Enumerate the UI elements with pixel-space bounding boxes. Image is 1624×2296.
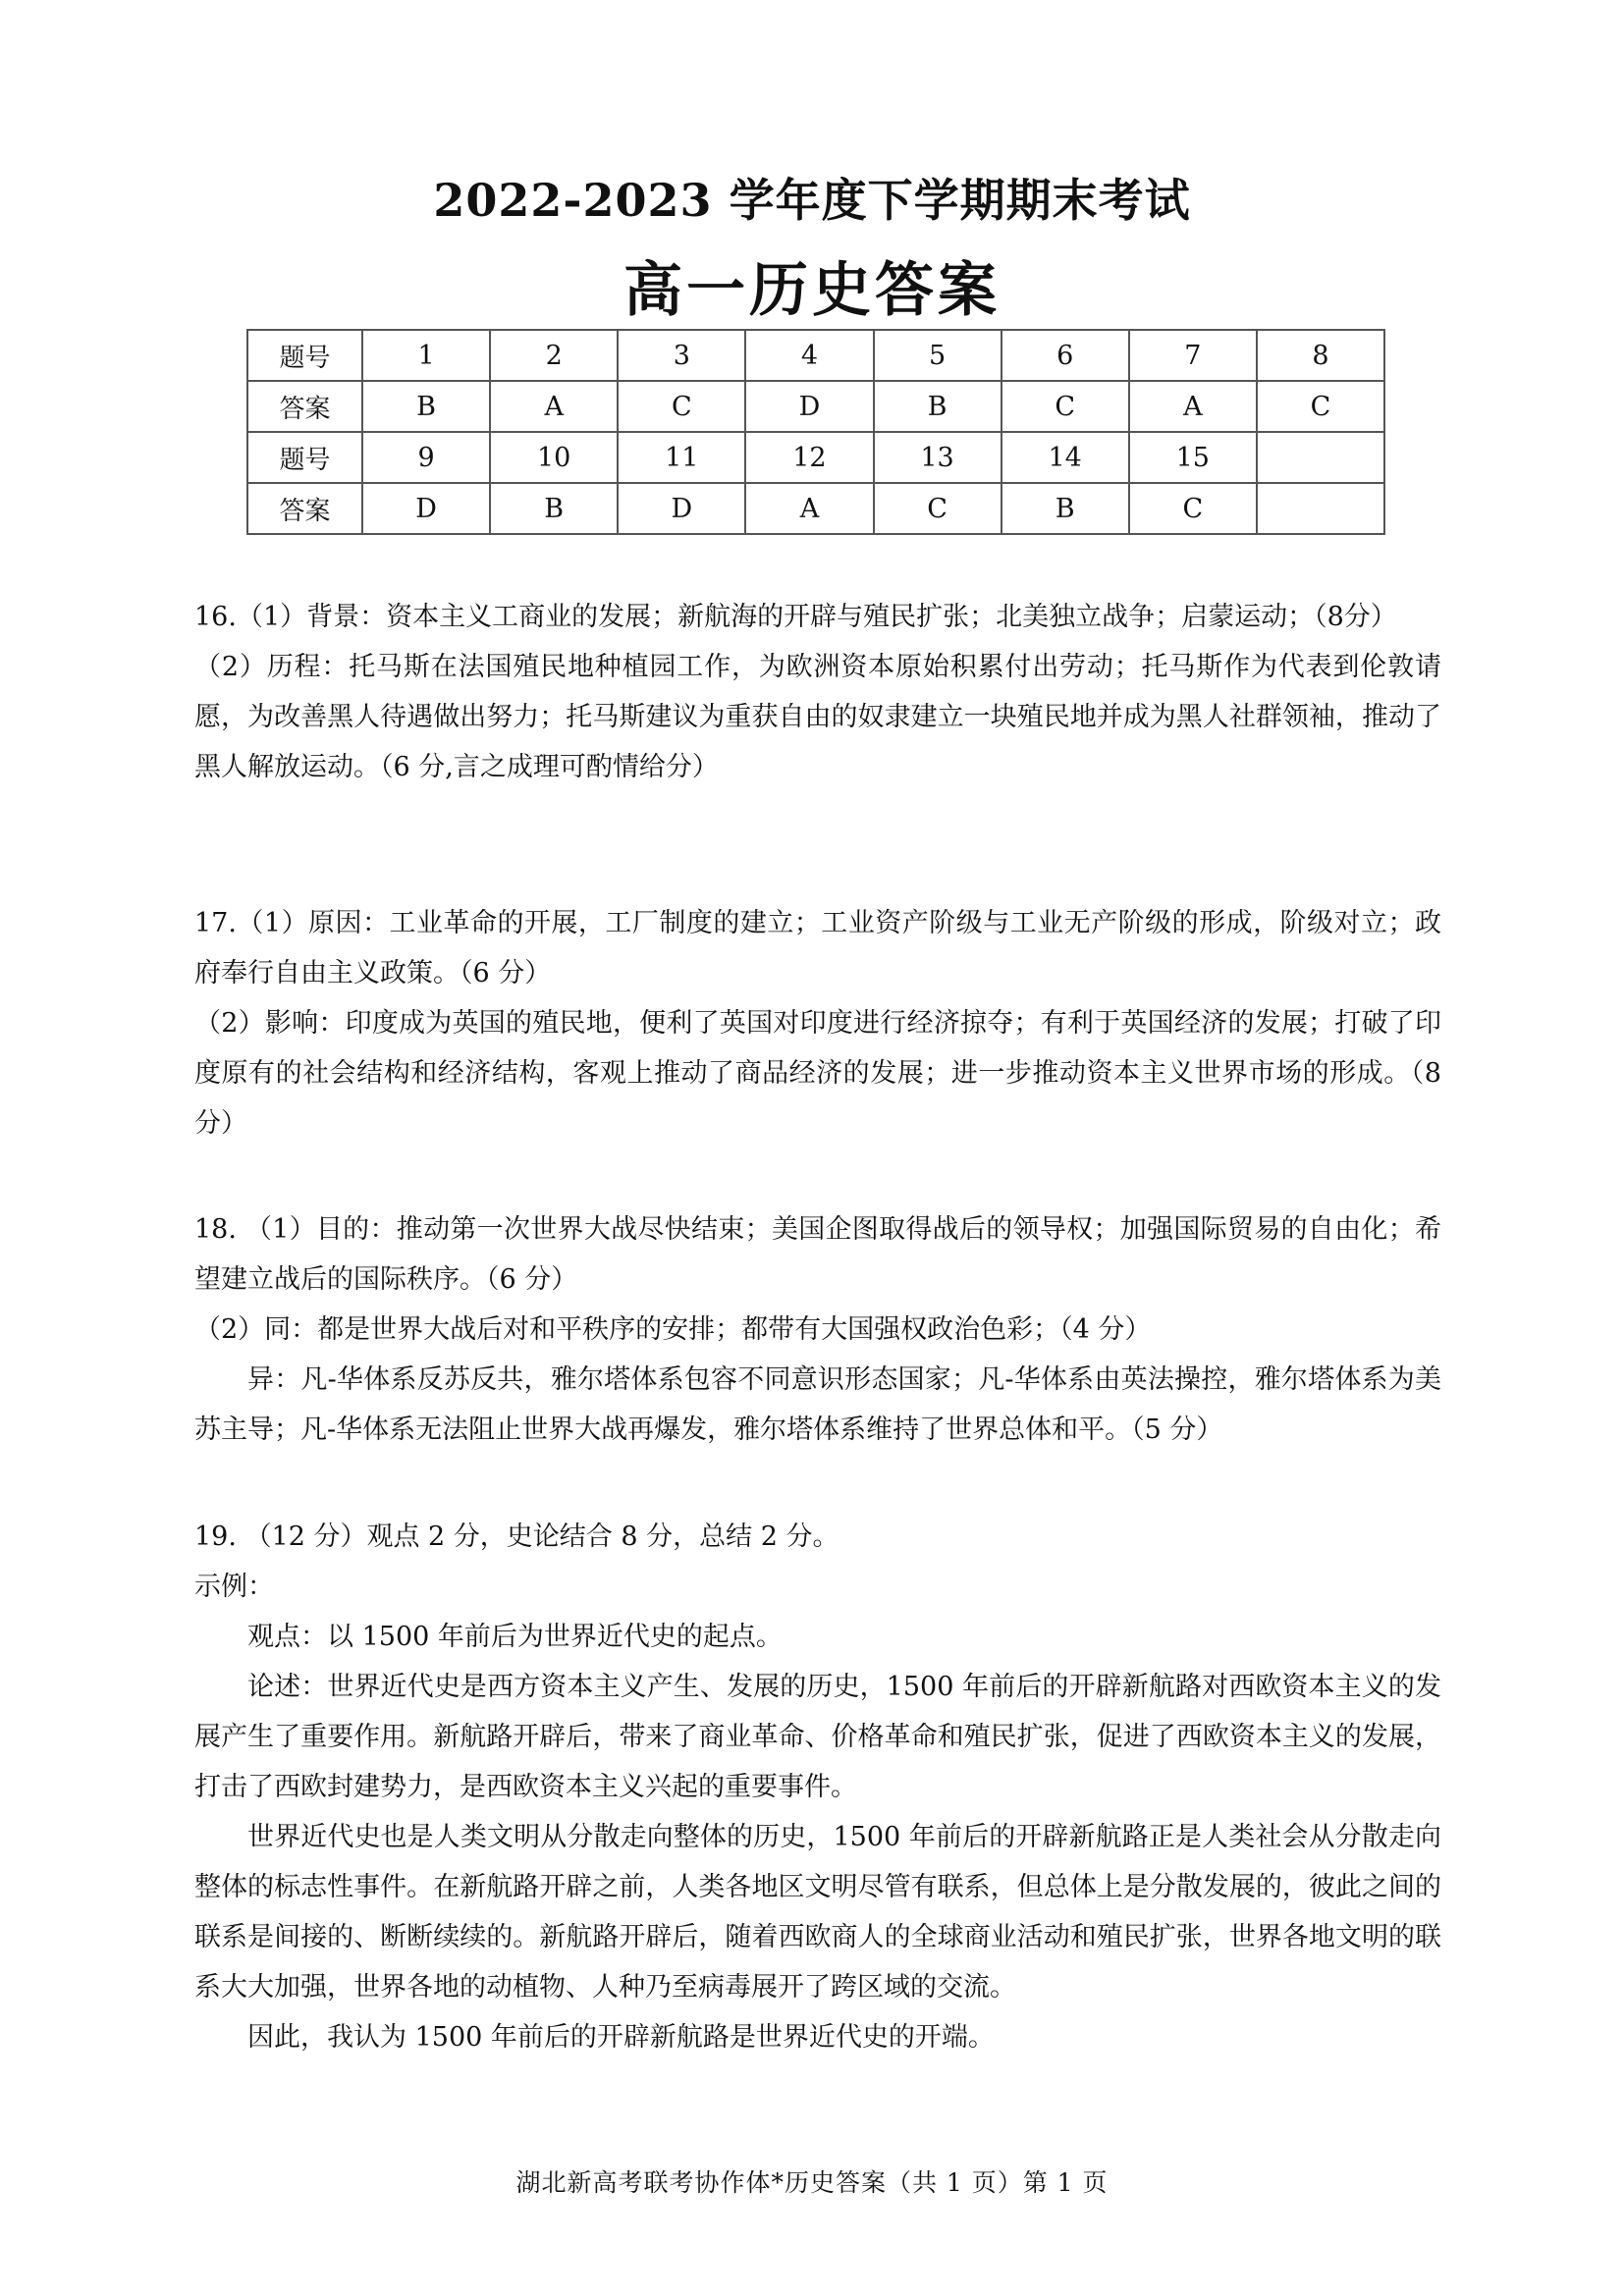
answer-cell: 6 (1001, 330, 1129, 381)
answer-cell: D (618, 483, 745, 534)
answer-table-row (247, 483, 1384, 534)
answer-cell (1257, 432, 1384, 483)
q19-example-label: 示例： (194, 1572, 274, 1602)
answer-table-row (247, 330, 1384, 381)
q19-conclusion: 因此，我认为 1500 年前后的开辟新航路是世界近代史的开端。 (247, 2022, 995, 2053)
answer-table (246, 329, 1385, 535)
answer-cell: 5 (874, 330, 1001, 381)
answer-cell: 14 (1001, 432, 1129, 483)
answer-cell: C (618, 381, 745, 432)
q17-part2: （2）影响：印度成为英国的殖民地，便利了英国对印度进行经济掠夺；有利于英国经济的发展；打破了印度原有的社会结构和经济结构，客观上推动了商品经济的发展；进一步推动资本主义世界市场的形成。（8 分） (194, 1008, 1441, 1139)
question-19 (194, 1512, 1441, 2062)
answer-cell: C (874, 483, 1001, 534)
answer-cell: C (1001, 381, 1129, 432)
q16-part2: （2）历程：托马斯在法国殖民地种植园工作，为欧洲资本原始积累付出劳动；托马斯作为代表到伦敦请愿，为改善黑人待遇做出努力；托马斯建议为重获自由的奴隶建立一块殖民地并成为黑人社群领袖，推动了黑人解放运动。（6 分,言之成理可酌情给分） (194, 652, 1441, 782)
answer-cell: 12 (745, 432, 873, 483)
answer-title: 高一历史答案 (623, 256, 1001, 325)
answer-cell: B (362, 381, 490, 432)
answer-cell: 2 (490, 330, 618, 381)
answer-cell: B (1001, 483, 1129, 534)
page-footer: 湖北新高考联考协作体*历史答案（共 1 页）第 1 页 (515, 2168, 1109, 2197)
exam-title: 2022-2023 学年度下学期期末考试 (433, 174, 1191, 227)
answer-cell: B (490, 483, 618, 534)
q19-argument-2: 世界近代史也是人类文明从分散走向整体的历史，1500 年前后的开辟新航路正是人类社会从分散走向整体的标志性事件。在新航路开辟之前，人类各地区文明尽管有联系，但总体上是分散发展的，彼此之间的联系是间接的、断断续续的。新航路开辟后，随着西欧商人的全球商业活动和殖民扩张，世界各地文明的联系大大加强，世界各地的动植物、人种乃至病毒展开了跨区域的交流。 (194, 1822, 1441, 2002)
question-18 (194, 1204, 1441, 1455)
answer-cell: 1 (362, 330, 490, 381)
answer-cell: 7 (1129, 330, 1257, 381)
q19-scoring: 19. （12 分）观点 2 分，史论结合 8 分，总结 2 分。 (194, 1522, 839, 1552)
answer-cell: 10 (490, 432, 618, 483)
row-header-cell: 答案 (247, 483, 362, 534)
answer-cell: A (1129, 381, 1257, 432)
answer-cell: C (1257, 381, 1384, 432)
answer-cell: 9 (362, 432, 490, 483)
answer-cell: A (745, 483, 873, 534)
answer-cell: 11 (618, 432, 745, 483)
q19-viewpoint: 观点：以 1500 年前后为世界近代史的起点。 (247, 1622, 783, 1652)
answer-cell: 13 (874, 432, 1001, 483)
question-17 (194, 898, 1441, 1148)
q18-part2: （2）同：都是世界大战后对和平秩序的安排；都带有大国强权政治色彩；（4 分） (194, 1314, 1152, 1345)
question-16 (194, 592, 1441, 792)
answer-cell: A (490, 381, 618, 432)
q19-argument-1: 论述：世界近代史是西方资本主义产生、发展的历史，1500 年前后的开辟新航路对西欧资本主义的发展产生了重要作用。新航路开辟后，带来了商业革命、价格革命和殖民扩张，促进了西欧资本主义的发展，打击了西欧封建势力，是西欧资本主义兴起的重要事件。 (194, 1672, 1441, 1802)
answer-cell: D (362, 483, 490, 534)
row-header-cell: 题号 (247, 432, 362, 483)
answer-cell: 4 (745, 330, 873, 381)
answer-cell: 3 (618, 330, 745, 381)
q18-part3: 异：凡-华体系反苏反共，雅尔塔体系包容不同意识形态国家；凡-华体系由英法操控，雅尔塔体系为美苏主导；凡-华体系无法阻止世界大战再爆发，雅尔塔体系维持了世界总体和平。（5 分） (194, 1364, 1441, 1445)
q17-part1: 17.（1）原因：工业革命的开展，工厂制度的建立；工业资产阶级与工业无产阶级的形成，阶级对立；政府奉行自由主义政策。（6 分） (194, 908, 1441, 988)
answer-table-row (247, 381, 1384, 432)
row-header-cell: 题号 (247, 330, 362, 381)
q16-part1: 16.（1）背景：资本主义工商业的发展；新航海的开辟与殖民扩张；北美独立战争；启蒙运动；（8分） (194, 602, 1397, 632)
q18-part1: 18. （1）目的：推动第一次世界大战尽快结束；美国企图取得战后的领导权；加强国际贸易的自由化；希望建立战后的国际秩序。（6 分） (194, 1214, 1441, 1295)
answer-table-row (247, 432, 1384, 483)
answer-cell (1257, 483, 1384, 534)
row-header-cell: 答案 (247, 381, 362, 432)
answer-cell: D (745, 381, 873, 432)
answer-cell: B (874, 381, 1001, 432)
answer-cell: 15 (1129, 432, 1257, 483)
answer-cell: 8 (1257, 330, 1384, 381)
answer-cell: C (1129, 483, 1257, 534)
